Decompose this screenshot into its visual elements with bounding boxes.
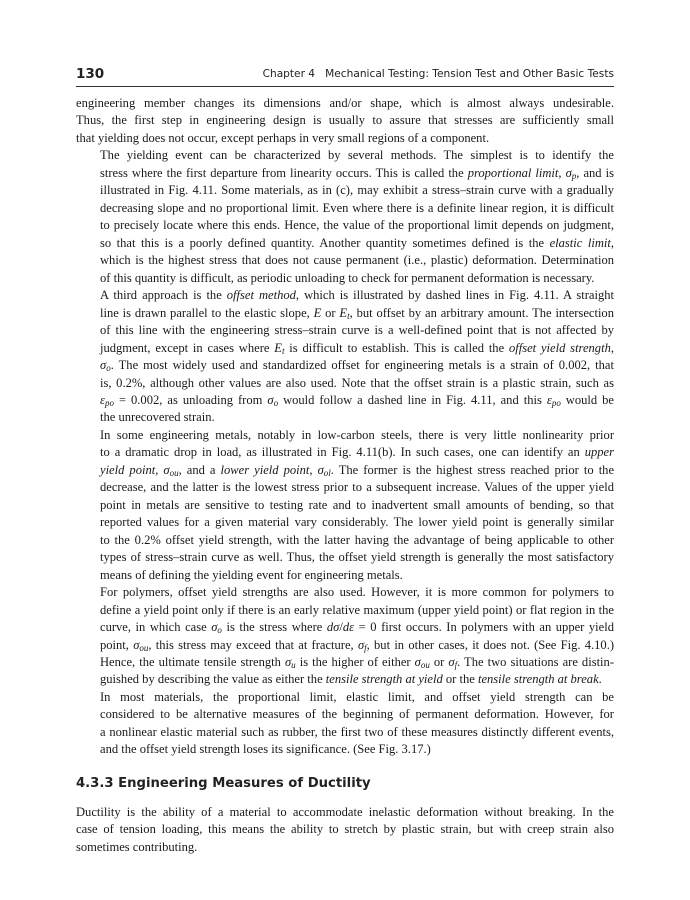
paragraph-4: In some engineering metals, notably in low-carbon steels, there is very little nonlinearity prior to a dramatic drop in load, as illustrated in Fig. 4.11(b). In such cases, one can identify an upper yield point, $\sigma_{ou}$, and a lower yield point, $\sigma_{ol}$. The former is the highest stress reached prior to the decrease, and the latter is the lowest stress prior to a subsequent increase. Values of the upper yield point in metals are sensitive to testing rate and to inadvertent small amounts of bending, so that reported values for a given material vary considerably. The lower yield point is generally similar to the 0.2% offset yield strength, with the latter having the advantage of being applicable to other types of stress–strain curve as well. Thus, the offset yield strength is generally the most satisfactory means of defining the yielding event for engineering metals. [100,427,615,582]
paragraph-6: In most materials, the proportional limit, elastic limit, and offset yield strength can be considered to be alternative measures of the beginning of permanent deformation. However, for a nonlinear elastic material such as rubber, the first two of these measures distinctly different events, and the offset yield strength loses its significance. (See Fig. 3.17.) [100,689,614,757]
term-lower-yield-point: lower yield point [220,462,310,477]
paragraph-5: For polymers, offset yield strengths are also used. However, it is more common for polymers to define a yield point only if there is an early relative maximum (upper yield point) or flat region in the curve, in which case $\sigma_o$ is the stress where dσ/dε = 0 first occurs. In polymers with an upper yield point, $\sigma_{ou}$, this stress may exceed that at fracture, $\sigma_f$, but in other cases, it does not. (See Fig. 4.10.) Hence, the ultimate tensile strength $\sigma_u$ is the higher of either $\sigma_{ou}$ or $\sigma_f$. The two situations are distin- guished by describing the value as either the tensile strength at yield or the tensile strength at break. [100,585,615,687]
header-rule [76,86,614,87]
term-elastic-limit: elastic limit [549,235,611,250]
page-body [76,95,614,856]
term-proportional-limit: proportional limit [467,165,559,180]
paragraph-7: Ductility is the ability of a material to accommodate inelastic deformation without breaking. In the case of tension loading, this means the ability to stretch by plastic strain, but with creep strain also sometimes contributing. [76,804,614,854]
term-upper-yield-point: upper [584,445,614,460]
section-heading: 4.3.3 Engineering Measures of Ductility [76,775,371,791]
paragraph-2: The yielding event can be characterized by several methods. The simplest is to identify the stress where the first departure from linearity occurs. This is called the proportional limit, $\sigma_p$, and is illustrated in Fig. 4.11. Some materials, as in (c), may exhibit a stress–strain curve with a gradually decreasing slope and no proportional limit. Even where there is a definite linear region, it is difficult to precisely locate where this ends. Hence, the value of the proportional limit depends on judgment, so that this is a poorly defined quantity. Another quantity sometimes defined is the elastic limit, which is the highest stress that does not cause permanent (i.e., plastic) deformation. Determination of this quantity is difficult, as periodic unloading to check for permanent deformation is necessary. [100,148,614,285]
running-head [76,66,614,84]
term-upper-yield-point-2: yield point [100,462,156,477]
term-offset-method: offset method [226,288,296,303]
paragraph-1: engineering member changes its dimensions and/or shape, which is almost always undesirable. Thus, the first step in engineering design is usually to assure that stresses are sufficiently small that yielding does not occur, except perhaps in very small regions of a component. [76,96,614,145]
term-tensile-strength-at-break: tensile strength at break [477,672,599,687]
term-offset-yield-strength: offset yield strength [508,340,611,355]
paragraph-3: A third approach is the offset method, which is illustrated by dashed lines in Fig. 4.11. A straight line is drawn parallel to the elastic slope, E or $E_t$, but offset by an arbitrary amount. The intersection of this line with the engineering stress–strain curve is a well-defined point that is not affected by judgment, except in cases where $E_t$ is difficult to establish. This is called the offset yield strength, $\sigma_o$. The most widely used and standardized offset for engineering metals is a strain of 0.002, that is, 0.2%, although other values are also used. Note that the offset strain is a plastic strain, such as $\varepsilon_{po} = 0.002$, as unloading from $\sigma_o$ would follow a dashed line in Fig. 4.11, and this $\varepsilon_{po}$ would be the unrecovered strain. [100,288,615,425]
page-number: 130 [76,66,105,82]
chapter-title: Chapter 4 Mechanical Testing: Tension Test and Other Basic Tests [262,68,614,80]
term-tensile-strength-at-yield: tensile strength at yield [325,672,443,687]
